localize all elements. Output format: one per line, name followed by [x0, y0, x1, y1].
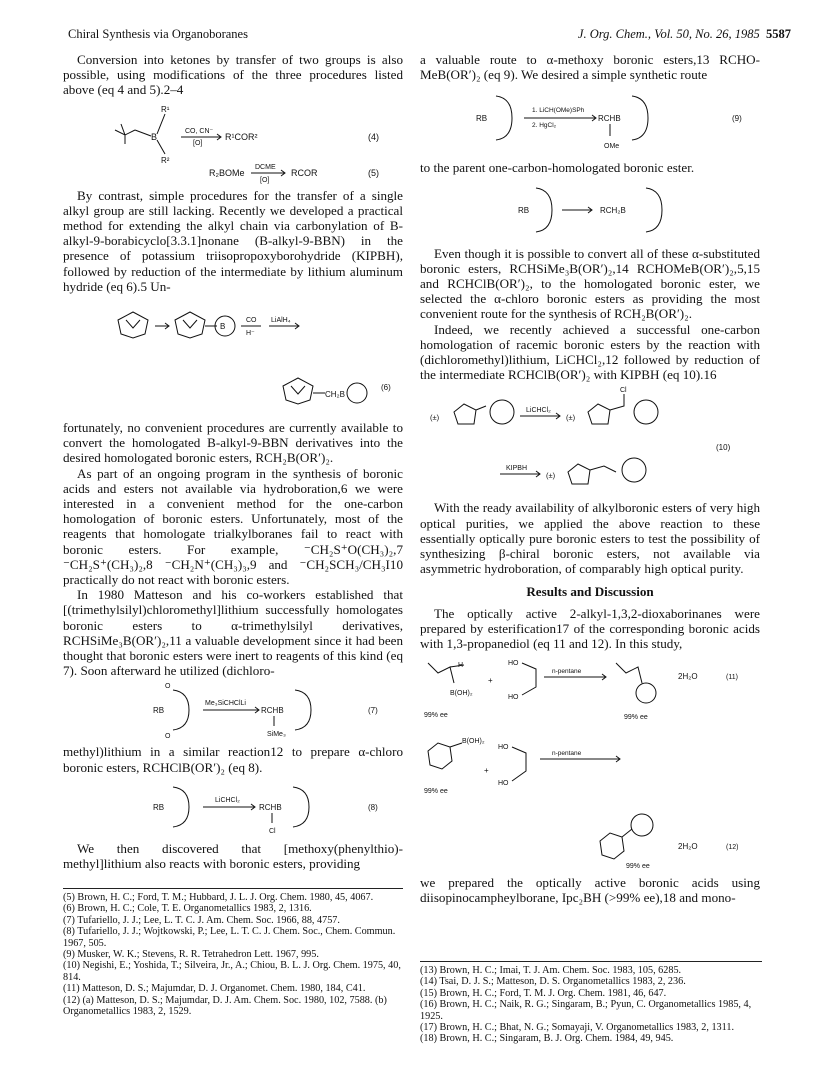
eq11-ee-right: 99% ee — [624, 714, 648, 722]
reference: (11) Matteson, D. S.; Majumdar, D. J. Organomet. Chem. 1980, 184, C41. — [63, 983, 366, 995]
reference: (13) Brown, H. C.; Imai, T. J. Am. Chem. Soc. 1983, 105, 6285. — [420, 965, 682, 976]
paragraph: With the ready availability of alkylboronic esters of very high optical purities, we applied the above reaction to these essentially optically pure boronic esters to test the possibility of synthesizing β-chiral boronic esters, not available via asymmetric hydroboration, of comparably high optical purity. — [420, 500, 760, 577]
reference: (17) Brown, H. C.; Bhat, N. G.; Somayaji, V. Organometallics 1983, 2, 1311. — [420, 1022, 734, 1034]
paragraph: We then discovered that [methoxy(phenylthio)-methyl]lithium also reacts with boronic esters, providing — [63, 840, 403, 872]
eq12-plus: + — [484, 766, 489, 776]
eq10-reagent-2: KIPBH — [506, 465, 528, 473]
references-left — [63, 892, 405, 1017]
equation-12 — [420, 729, 760, 871]
paragraph: a valuable route to α-methoxy boronic esters,13 RCHO-MeB(OR′)₂ (eq 9). We desired a simple synthetic route — [420, 52, 760, 83]
reference: (15) Brown, H. C.; Ford, T. M. J. Org. Chem. 1981, 46, 647. — [420, 987, 667, 999]
eq9-reagent-1: 1. LiCH(OMe)SPh — [532, 107, 585, 115]
eq11-solvent: n-pentane — [552, 668, 582, 676]
eq5-reagents-top: DCME — [255, 163, 276, 171]
running-head-right — [578, 27, 791, 42]
footnote-rule-right — [420, 961, 762, 962]
homologation-left: RB — [518, 205, 530, 215]
eq11-structure — [420, 655, 760, 725]
section-heading: Results and Discussion — [526, 584, 654, 600]
paragraph: Even though it is possible to convert all of these α-substituted boronic esters, RCHSiMe₃B(OR′)₂,14 RCHOMeB(OR′)₂,5,15 and RCHClB(OR′)₂, to the homologated boronic ester, we selected the α-chloro boronic esters as providing the most convenient route for the synthesis of RCH₂B(OR′)₂. — [420, 245, 760, 322]
eq4-product: R¹COR² — [225, 131, 258, 142]
equation-5 — [63, 162, 403, 184]
references-right — [420, 965, 762, 1045]
eq12-solvent: n-pentane — [552, 750, 582, 758]
svg-text:(±): (±) — [566, 413, 576, 423]
reference: (8) Tufariello, J. J.; Wojtkowski, P.; Lee, L. T. C. J. Chem. Soc., Chem. Commun. 1967, 505. — [63, 926, 396, 949]
eq7-substituent: SiMe₃ — [267, 731, 286, 739]
paragraph: As part of an ongoing program in the synthesis of boronic acids and esters not available via hydroboration,6 we were interested in a convenient method for the one-carbon homologation of boronic esters. Unfortunately, most of the reagents that homologate trialkylboranes fail to react with boronic esters. For example, ⁻CH₂S⁺O(CH₃)₂,7 ⁻CH₂S⁺(CH₃)₂,8 ⁻CH₂N⁺(CH₃)₃,9 and ⁻CH₂SCH₃/CH₃I10 practically do not react with boronic esters. — [63, 465, 403, 588]
eq9-reagent-2: 2. HgCl₂ — [532, 122, 557, 130]
eq5-structure — [63, 162, 403, 184]
reference: (5) Brown, H. C.; Ford, T. M.; Hubbard, J. L. J. Org. Chem. 1980, 45, 4067. — [63, 892, 374, 903]
paragraph: In 1980 Matteson and his co-workers established that [(trimethylsilyl)chloromethyl]lithium successfully homologates boronic esters to α-trimethylsilyl derivatives, RCHSiMe₃B(OR′)₂,11 a valuable development since it had been thought that boronic esters were inert to reagents of this kind (eq 7). Soon afterward he utilized (dichloro- — [63, 587, 403, 679]
eq11-boronic-acid: B(OH)₂ — [450, 690, 473, 698]
eq5-product: RCOR — [291, 167, 318, 178]
eq4-structure — [63, 102, 403, 166]
homologation-right: RCH₂B — [600, 205, 626, 215]
eq5-number: (5) — [368, 167, 379, 178]
svg-text:B: B — [220, 322, 226, 332]
eq10-number: (10) — [716, 443, 731, 453]
eq9-number: (9) — [732, 114, 742, 124]
eq10-reagent-1: LiCHCl₂ — [526, 407, 551, 415]
eq11-h: H — [458, 662, 464, 670]
reference: (18) Brown, H. C.; Singaram, B. J. Org. Chem. 1984, 49, 945. — [420, 1033, 674, 1045]
eq9-right: RCHB — [598, 114, 621, 124]
svg-text:O: O — [165, 683, 171, 691]
eq7-structure — [63, 682, 403, 740]
eq12-ho-bottom: HO — [498, 780, 509, 788]
reference: (12) (a) Matteson, D. S.; Majumdar, D. J. Am. Chem. Soc. 1980, 102, 7588. (b) Organometallics 1983, 2, 1529. — [63, 994, 387, 1018]
eq12-ho-top: HO — [498, 744, 509, 752]
eq4-reagents-bottom: [O] — [193, 139, 203, 147]
eq12-boronic-acid: B(OH)₂ — [462, 738, 485, 746]
eq9-left: RB — [476, 114, 488, 124]
eq9-structure — [420, 86, 760, 156]
eq7-right: RCHB — [261, 706, 284, 716]
eq6-ch2b: CH₂B — [325, 390, 345, 400]
eq8-structure — [63, 779, 403, 837]
paragraph: fortunately, no convenient procedures are currently available to convert the homologated B-alkyl-9-BBN derivatives into the desired homologated boronic esters, RCH₂B(OR′)₂. — [63, 420, 403, 466]
eq6-hydride: H⁻ — [246, 330, 255, 338]
page-number: 5587 — [766, 27, 791, 41]
eq8-right: RCHB — [259, 802, 282, 812]
equation-10 — [420, 386, 760, 496]
r2-label: R² — [161, 155, 170, 165]
paragraph: we prepared the optically active boronic acids using diisopinocampheylborane, Ipc₂BH (>99% ee),18 and mono- — [420, 875, 760, 906]
eq12-ee-left: 99% ee — [424, 788, 448, 796]
equation-7 — [63, 682, 403, 740]
homologation-structure — [420, 180, 760, 242]
paragraph: By contrast, simple procedures for the transfer of a single alkyl group are still lacking. Recently we developed a practical method for extending the alkyl chain via carbonylation of B-alkyl-9-borabicyclo[3.3.1]nonane (B-alkyl-9-BBN) in the presence of potassium triisopropoxyborohydride (KIPBH), followed by reduction of the intermediate by lithium aluminum hydride (eq 6).5 Un- — [63, 187, 403, 294]
eq6-number: (6) — [381, 383, 391, 393]
footnote-rule-left — [63, 888, 403, 889]
eq8-left: RB — [153, 802, 165, 812]
eq6-co: CO — [246, 317, 257, 325]
eq11-ee-left: 99% ee — [424, 712, 448, 720]
eq9-substituent: OMe — [604, 143, 620, 151]
running-head-left: Chiral Synthesis via Organoboranes — [68, 27, 248, 41]
eq8-number: (8) — [368, 802, 378, 812]
eq5-reactant: R₂BOMe — [209, 167, 245, 178]
svg-text:(±): (±) — [546, 471, 556, 481]
r1-label: R¹ — [161, 104, 170, 114]
svg-text:O: O — [165, 733, 171, 741]
left-column — [63, 52, 403, 871]
equation-6 — [63, 298, 403, 416]
journal-volume: Vol. 50, No. 26, 1985 — [654, 27, 760, 41]
eq10-structure — [420, 386, 760, 496]
eq12-water: 2H₂O — [678, 842, 698, 852]
paragraph: The optically active 2-alkyl-1,3,2-dioxaborinanes were prepared by esterification17 of the corresponding boronic acids with 1,3-propanediol (eq 11 and 12). In this study, — [420, 605, 760, 652]
boron-atom: B — [151, 131, 158, 142]
paragraph: Conversion into ketones by transfer of two groups is also possible, using modifications of the three procedures listed above (eq 4 and 5).2–4 — [63, 52, 403, 98]
eq12-ee-right: 99% ee — [626, 863, 650, 871]
reference: (9) Musker, W. K.; Stevens, R. R. Tetrahedron Lett. 1967, 995. — [63, 949, 319, 961]
eq4-number: (4) — [368, 131, 379, 142]
eq8-substituent: Cl — [269, 827, 276, 835]
eq12-structure — [420, 729, 760, 871]
eq6-structure — [63, 298, 403, 416]
reference: (16) Brown, H. C.; Naik, R. G.; Singaram, B.; Pyun, C. Organometallics 1985, 4, 1925. — [420, 999, 752, 1022]
equation-8 — [63, 779, 403, 837]
eq11-ho-bottom: HO — [508, 694, 519, 702]
reference: (7) Tufariello, J. J.; Lee, L. T. C. J. Am. Chem. Soc. 1966, 88, 4757. — [63, 914, 340, 926]
eq10-racemic: (±) — [430, 413, 440, 423]
eq5-reagents-bottom: [O] — [260, 176, 270, 184]
journal-name: J. Org. Chem., — [577, 27, 652, 41]
eq6-lialh4: LiAlH₄ — [271, 317, 291, 325]
paragraph: methyl)lithium in a similar reaction12 to prepare α-chloro boronic esters, RCHClB(OR′)₂ (eq 8). — [63, 744, 403, 775]
eq11-plus: + — [488, 676, 493, 686]
eq12-number: (12) — [726, 844, 739, 852]
eq11-number: (11) — [726, 674, 738, 682]
eq11-ho-top: HO — [508, 660, 519, 668]
equation-11 — [420, 655, 760, 725]
eq8-reagent: LiCHCl₂ — [215, 796, 240, 804]
paragraph: Indeed, we recently achieved a successful one-carbon homologation of racemic boronic esters by the reaction with (dichloromethyl)lithium, LiCHCl₂,12 followed by reduction of the intermediate RCHClB(OR′)₂ with KIPBH (eq 10).16 — [420, 321, 760, 383]
equation-9 — [420, 86, 760, 156]
eq10-chlorine: Cl — [620, 387, 627, 395]
equation-4 — [63, 102, 403, 166]
reference: (14) Tsai, D. J. S.; Matteson, D. S. Organometallics 1983, 2, 236. — [420, 976, 686, 988]
reference: (6) Brown, H. C.; Cole, T. E. Organometallics 1983, 2, 1316. — [63, 903, 312, 915]
eq7-reagent: Me₃SiCHClLi — [205, 700, 246, 708]
right-column — [420, 52, 760, 906]
eq11-water: 2H₂O — [678, 672, 698, 682]
paragraph: to the parent one-carbon-homologated boronic ester. — [420, 160, 695, 176]
homologation-scheme — [420, 180, 760, 242]
eq7-left: RB — [153, 706, 165, 716]
eq7-number: (7) — [368, 706, 378, 716]
reference: (10) Negishi, E.; Yoshida, T.; Silveira, Jr., A.; Chiou, B. L. J. Org. Chem. 1975, 40, 814. — [63, 960, 401, 983]
eq4-reagents-top: CO, CN⁻ — [185, 127, 214, 135]
